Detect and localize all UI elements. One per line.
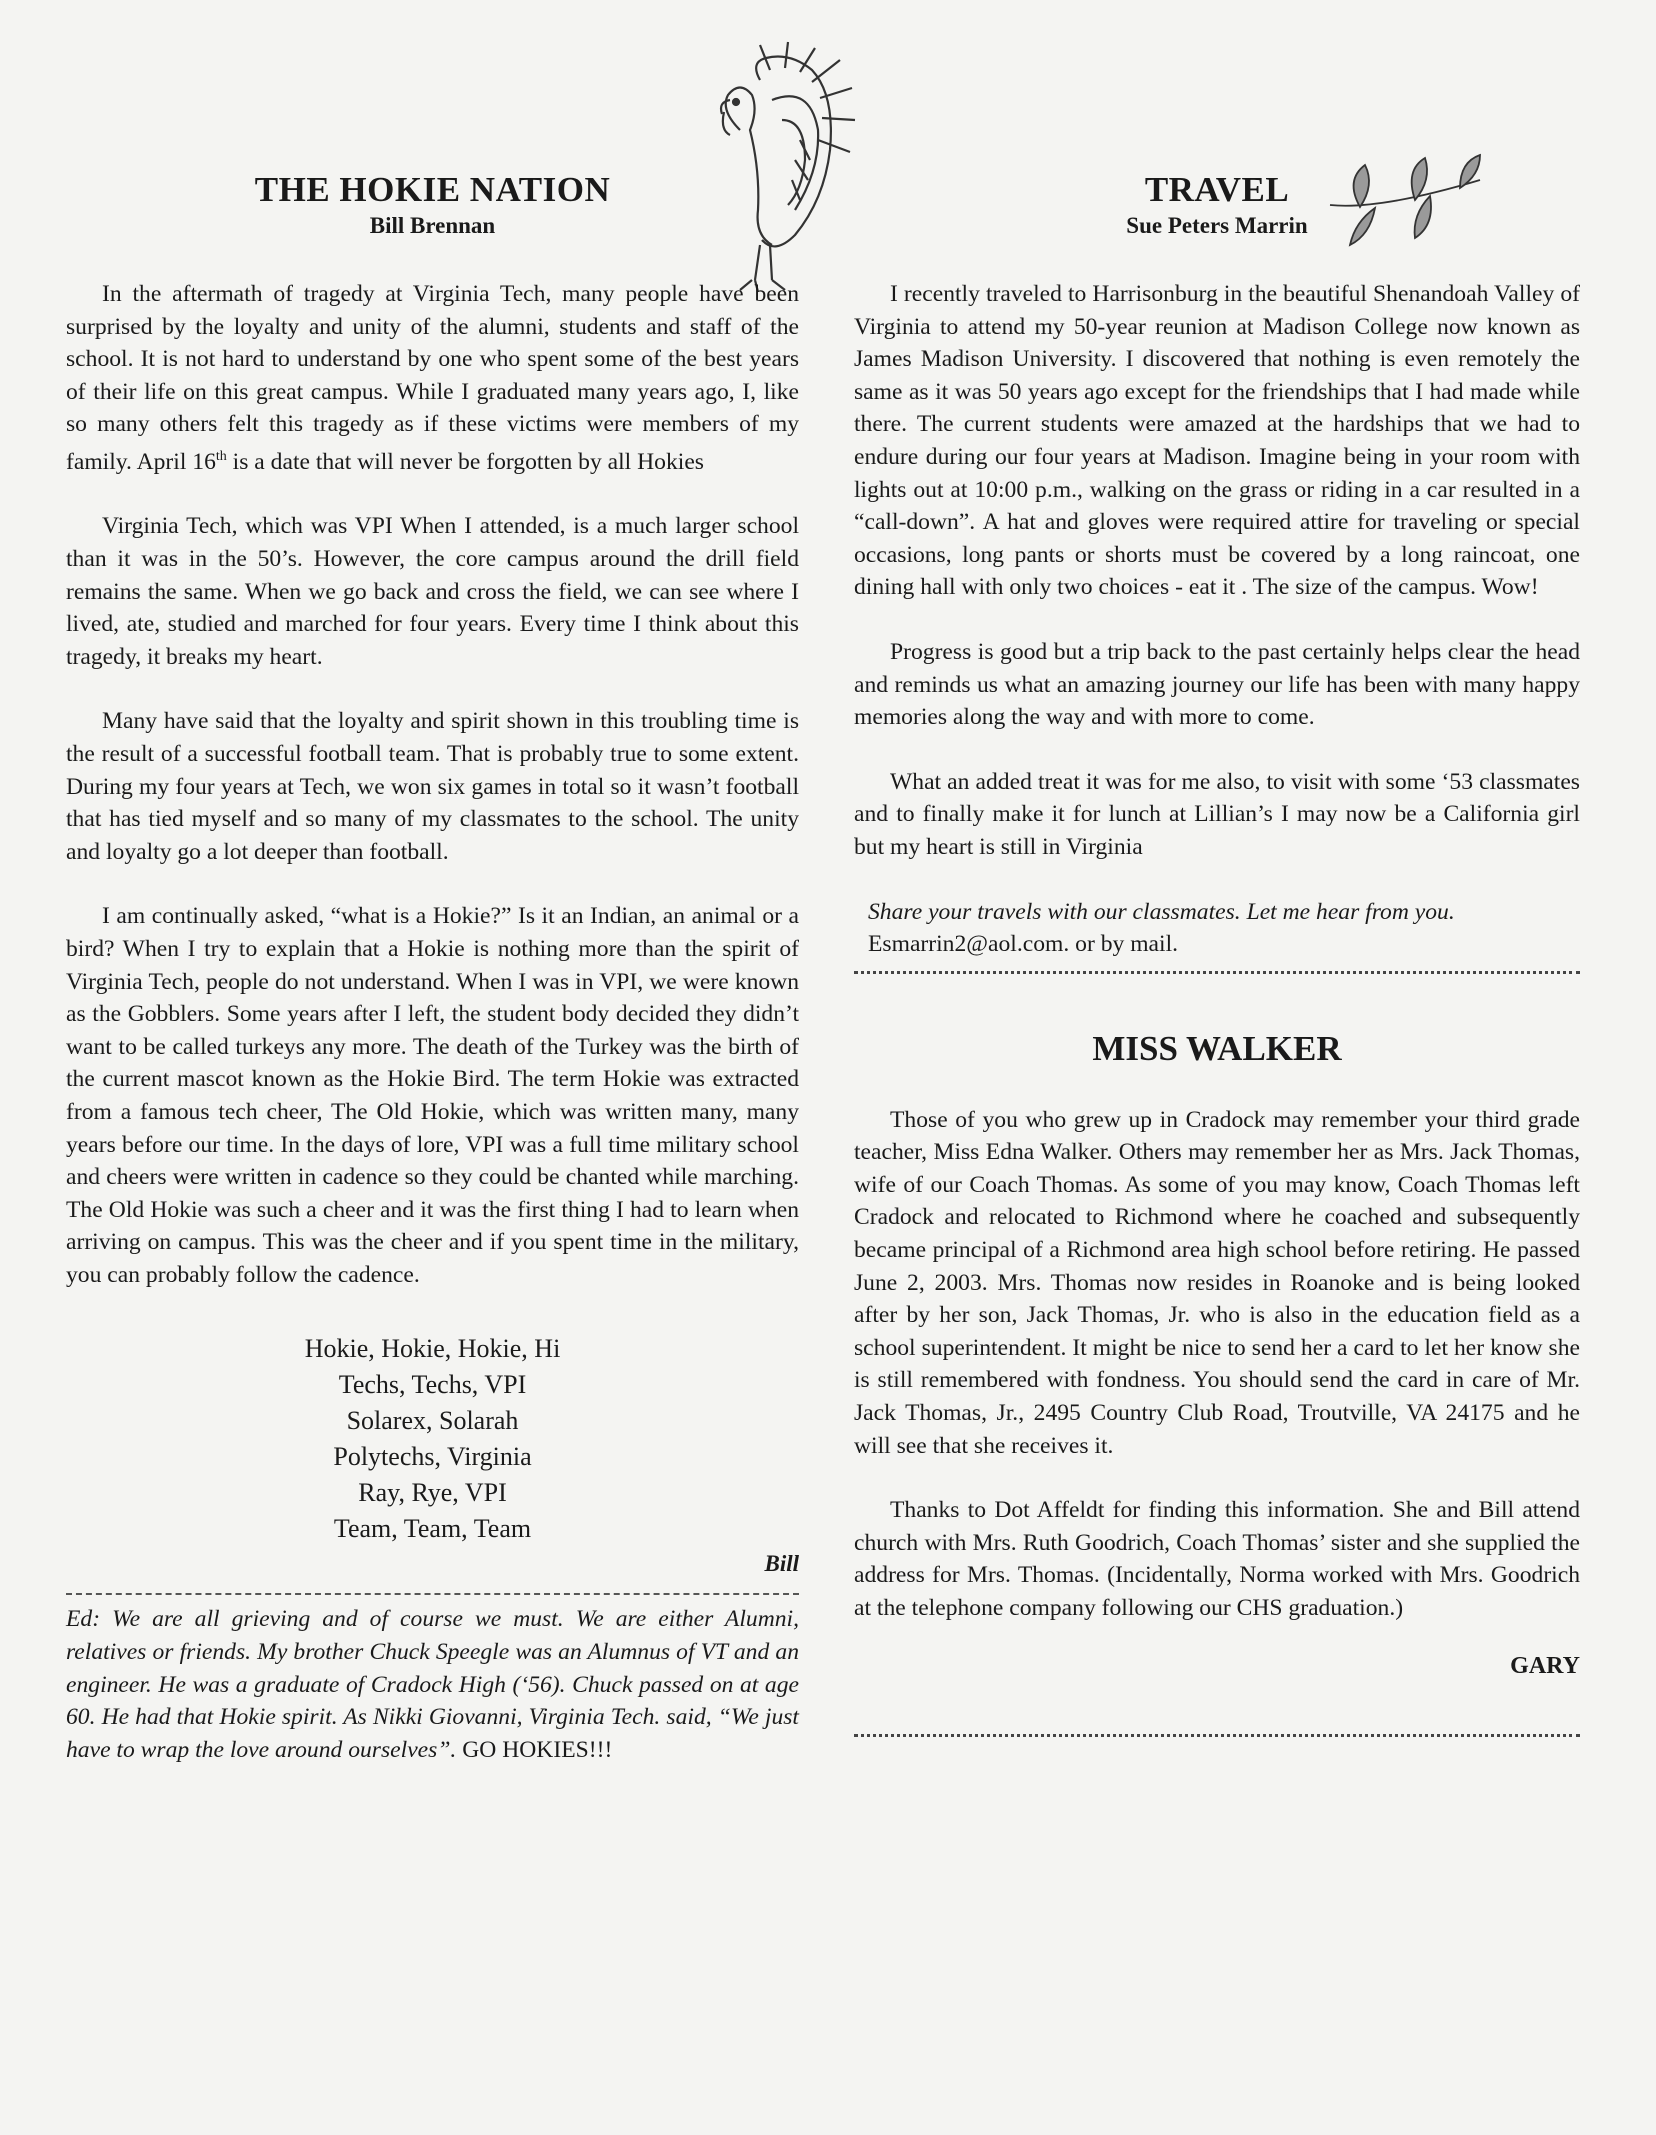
miss-walker-signature: GARY: [1510, 1652, 1580, 1679]
miss-walker-title: MISS WALKER: [1092, 1028, 1342, 1068]
travel-paragraph-2: Progress is good but a trip back to the past certainly helps clear the head and reminds us what an amazing journey our life has been with many happy memories along the way and with more to come.: [854, 638, 1580, 731]
editor-note: Ed: We are all grieving and of course we must. We are either Alumni, relatives or friends. My brother Chuck Speegle was an Alumnus of VT and an engineer. He was a graduate of Cradock High (‘56). Chuck passed on at age 60. He had that Hokie spirit. As Nikki Giovanni, Virginia Tech. said, “We just have to wrap the love around ourselves”. GO HOKIES!!!: [66, 1606, 799, 1763]
travel-paragraph-1: I recently traveled to Harrisonburg in the beautiful Shenandoah Valley of Virginia to attend my 50-year reunion at Madison College now known as James Madison University. I discovered that nothing is even remotely the same as it was 50 years ago except for the friendships that I had made while there. The current students were amazed at the hardships that we had to endure during our four years at Madison. Imagine being in your room with lights out at 10:00 p.m., walking on the grass or riding in a car resulted in a “call-down”. A hat and gloves were required attire for traveling or special occasions, long pants or shorts must be covered by a long raincoat, one dining hall with only two choices - eat it . The size of the campus. Wow!: [854, 281, 1580, 601]
travel-title: TRAVEL: [1144, 170, 1290, 209]
hokie-nation-byline: Bill Brennan: [369, 213, 496, 238]
hokie-signature: Bill: [764, 1551, 799, 1577]
hokie-paragraph-3: Many have said that the loyalty and spirit shown in this troubling time is the result of a successful football team. That is probably true to some extent. During my four years at Tech, we won six games in total so it wasn’t football that has tied myself and so many of my classmates to the school. The unity and loyalty go a lot deeper than football.: [66, 708, 799, 865]
poem-line: Team, Team, Team: [333, 1514, 532, 1544]
poem-line: Hokie, Hokie, Hokie, Hi: [304, 1334, 561, 1364]
poem-line: Ray, Rye, VPI: [358, 1478, 507, 1508]
hokie-nation-article: [66, 170, 799, 1766]
poem-line: Solarex, Solarah: [346, 1406, 519, 1436]
divider: [854, 1734, 1580, 1737]
miss-walker-paragraph-1: Those of you who grew up in Cradock may remember your third grade teacher, Miss Edna Walker. Others may remember her as Mrs. Jack Thomas, wife of our Coach Thomas. As some of you may know, Coach Thomas left Cradock and relocated to Richmond where he coached and subsequently became principal of a Richmond area high school before retiring. He passed June 2, 2003. Mrs. Thomas now resides in Roanoke and is being looked after by her son, Jack Thomas, Jr. who is also in the education field as a school superintendent. It might be nice to send her a card to let her know she is still remembered with fondness. You should send the card in care of Mr. Jack Thomas, Jr., 2495 Country Club Road, Troutville, VA 24175 and he will see that she receives it.: [854, 1106, 1580, 1459]
hokie-paragraph-2: Virginia Tech, which was VPI When I attended, is a much larger school than it was in the 50’s. However, the core campus around the drill field remains the same. When we go back and cross the field, we can see where I lived, ate, studied and marched for four years. Every time I think about this tragedy, it breaks my heart.: [66, 513, 799, 670]
travel-share-note: Share your travels with our classmates. Let me hear from you. Esmarrin2@aol.com. or by mail.: [868, 898, 1455, 958]
travel-email[interactable]: Esmarrin2@aol.com.: [868, 931, 1070, 958]
travel-paragraph-3: What an added treat it was for me also, to visit with some ‘53 classmates and to finally make it for lunch at Lillian’s I may now be a California girl but my heart is still in Virginia: [854, 768, 1580, 860]
travel-article: [854, 170, 1580, 1737]
hokie-nation-title: THE HOKIE NATION: [254, 170, 611, 209]
hokie-paragraph-1: In the aftermath of tragedy at Virginia Tech, many people have been surprised by the loyalty and unity of the alumni, students and staff of the school. It is not hard to understand by one who spent some of the best years of their life on this great campus. While I graduated many years ago, I, like so many others felt this tragedy as if these victims were members of my family. April 16th is a date that will never be forgotten by all Hokies: [66, 281, 799, 475]
divider: [66, 1593, 799, 1595]
travel-byline: Sue Peters Marrin: [1126, 213, 1308, 238]
hokie-paragraph-4: I am continually asked, “what is a Hokie?” Is it an Indian, an animal or a bird? When I try to explain that a Hokie is nothing more than the spirit of Virginia Tech, people do not understand. When I was in VPI, we were known as the Gobblers. Some years after I left, the student body decided they didn’t want to be called turkeys any more. The death of the Turkey was the birth of the current mascot known as the Hokie Bird. The term Hokie was extracted from a famous tech cheer, The Old Hokie, which was written many, many years before our time. In the days of lore, VPI was a full time military school and cheers were written in cadence so they could be chanted while marching. The Old Hokie was such a cheer and it was the first thing I had to learn when arriving on campus. This was the cheer and if you spent time in the military, you can probably follow the cadence.: [66, 903, 799, 1288]
miss-walker-paragraph-2: Thanks to Dot Affeldt for finding this information. She and Bill attend church with Mrs. Ruth Goodrich, Coach Thomas’ sister and she supplied the address for Mrs. Thomas. (Incidentally, Norma worked with Mrs. Goodrich at the telephone company following our CHS graduation.): [854, 1497, 1580, 1621]
hokie-cheer-poem: [66, 1331, 799, 1547]
poem-line: Techs, Techs, VPI: [338, 1370, 527, 1400]
poem-line: Polytechs, Virginia: [333, 1442, 532, 1472]
